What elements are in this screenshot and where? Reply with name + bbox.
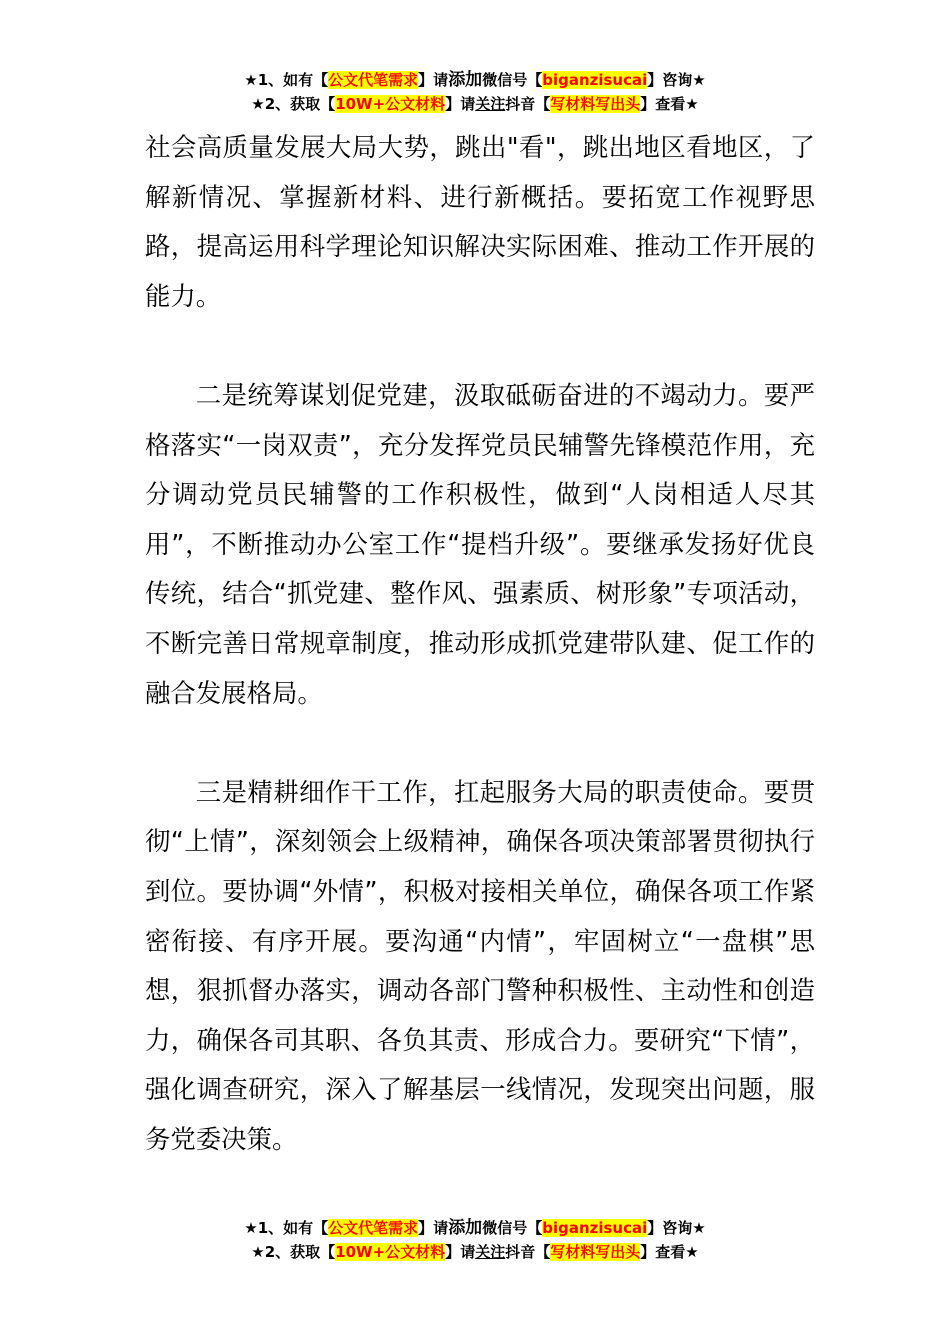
banner-text: 微信号【 [482,1219,543,1237]
banner-text: 】咨询★ [647,71,706,89]
banner-highlight: 公文代笔需求 [328,1219,419,1237]
banner-text: 】请 [418,1219,449,1237]
banner-text: ★2、获取【 [251,1243,336,1261]
banner-text: 抖音【 [505,1243,551,1261]
banner-highlight: biganzisucai [542,71,648,89]
banner-text: ★2、获取【 [251,95,336,113]
paragraph-gap [145,718,815,768]
banner-highlight: 10W+公文材料 [335,1243,446,1261]
banner-text: ★1、如有【 [244,71,329,89]
banner-highlight: 10W+公文材料 [335,95,446,113]
banner-line-2 [0,92,950,116]
banner-emphasis: 添加 [448,70,483,90]
banner-highlight: 写材料写出头 [550,1243,641,1261]
banner-text: 】请 [445,95,476,113]
banner-line-1 [0,68,950,92]
banner-highlight: biganzisucai [542,1219,648,1237]
banner-text: 微信号【 [482,71,543,89]
banner-text: 】咨询★ [647,1219,706,1237]
banner-text: 】查看★ [640,1243,699,1261]
banner-emphasis: 添加 [448,1218,483,1238]
paragraph-gap [145,321,815,371]
footer-banner [0,1216,950,1264]
banner-text: ★1、如有【 [244,1219,329,1237]
banner-text: 】请 [445,1243,476,1261]
document-body [145,123,815,1164]
banner-text: 】查看★ [640,95,699,113]
banner-highlight: 公文代笔需求 [328,71,419,89]
banner-line-1 [0,1216,950,1240]
banner-text: 】请 [418,71,449,89]
paragraph-party-building: 二是统筹谋划促党建，汲取砥砺奋进的不竭动力。要严格落实“一岗双责”，充分发挥党员民辅警先锋模范作用，充分调动党员民辅警的工作积极性，做到“人岗相适人尽其用”，不断推动办公室工作“提档升级”。要继承发扬好优良传统，结合“抓党建、整作风、强素质、树形象”专项活动，不断完善日常规章制度，推动形成抓党建带队建、促工作的融合发展格局。 [145,379,815,708]
banner-highlight: 写材料写出头 [550,95,641,113]
banner-emphasis: 关注 [475,1243,506,1261]
paragraph-work-service: 三是精耕细作干工作，扛起服务大局的职责使命。要贯彻“上情”，深刻领会上级精神，确保各项决策部署贯彻执行到位。要协调“外情”，积极对接相关单位，确保各项工作紧密衔接、有序开展。要沟通“内情”，牢固树立“一盘棋”思想，狠抓督办落实，调动各部门警种积极性、主动性和创造力，确保各司其职、各负其责、形成合力。要研究“下情”，强化调查研究，深入了解基层一线情况，发现突出问题，服务党委决策。 [145,776,815,1154]
banner-text: 抖音【 [505,95,551,113]
header-banner [0,68,950,116]
banner-line-2 [0,1240,950,1264]
banner-emphasis: 关注 [475,95,506,113]
paragraph-continuation: 社会高质量发展大局大势，跳出"看"，跳出地区看地区，了解新情况、掌握新材料、进行新概括。要拓宽工作视野思路，提高运用科学理论知识解决实际困难、推动工作开展的能力。 [145,132,815,311]
